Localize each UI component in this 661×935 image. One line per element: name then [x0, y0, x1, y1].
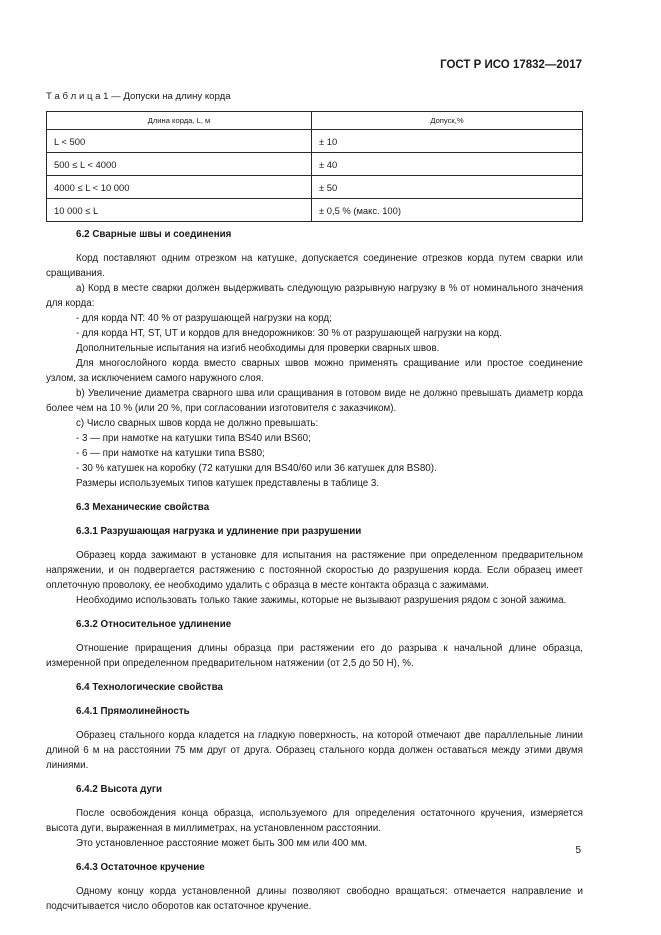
- list-item: - для корда NT: 40 % от разрушающей нагрузки на корд;: [76, 313, 332, 324]
- paragraph: После освобождения конца образца, используемого для определения остаточного кручения, измеряется высота дуги, выраженная в миллиметрах, на установленном расстоянии.: [46, 808, 583, 834]
- paragraph: Одному концу корда установленной длины позволяют свободно вращаться: отмечается направление и подсчитывается число оборотов как остаточное кручение.: [46, 886, 583, 912]
- list-item: - для корда HT, ST, UT и кордов для внедорожников: 30 % от разрушающей нагрузки на корд.: [76, 328, 502, 339]
- paragraph: Для многослойного корда вместо сварных швов можно применять сращивание или простое соединение узлом, за исключением самого наружного слоя.: [46, 358, 583, 384]
- subsection-heading: 6.3.1 Разрушающая нагрузка и удлинение при разрушении: [76, 526, 362, 537]
- table-cell: ± 40: [312, 153, 583, 176]
- section-heading: 6.4 Технологические свойства: [76, 682, 223, 693]
- table-cell: ± 50: [312, 176, 583, 199]
- paragraph: Размеры используемых типов катушек представлены в таблице 3.: [76, 478, 380, 489]
- section-heading: 6.2 Сварные швы и соединения: [76, 229, 232, 240]
- paragraph: Корд поставляют одним отрезком на катушке, допускается соединение отрезков корда путем сварки или сращивания.: [46, 253, 583, 279]
- subsection-heading: 6.3.2 Относительное удлинение: [76, 619, 232, 630]
- table-row: [47, 176, 583, 199]
- paragraph: Отношение приращения длины образца при растяжении его до разрыва к начальной длине образца, измеренной при определенном предварительном натяжении (от 2,5 до 50 Н), %.: [46, 643, 583, 669]
- table-cell: L < 500: [47, 130, 312, 153]
- paragraph: Образец стального корда кладется на гладкую поверхность, на которой отмечают две параллельные линии длиной 6 м на расстоянии 75 мм друг от друга. Образец стального корда должен оставаться между этими двумя линиями.: [46, 730, 583, 771]
- section-heading: 6.3 Механические свойства: [76, 502, 210, 513]
- subsection-heading: 6.4.3 Остаточное кручение: [76, 862, 205, 873]
- table-row: [47, 153, 583, 176]
- table-cell: ± 10: [312, 130, 583, 153]
- table-header-row: [47, 112, 583, 130]
- table-cell: 4000 ≤ L < 10 000: [47, 176, 312, 199]
- document-header: ГОСТ Р ИСО 17832—2017: [440, 59, 582, 71]
- column-header: Допуск,%: [312, 112, 583, 130]
- table-cell: 500 ≤ L < 4000: [47, 153, 312, 176]
- table-row: [47, 199, 583, 222]
- table-cell: ± 0,5 % (макс. 100): [312, 199, 583, 222]
- paragraph: а) Корд в месте сварки должен выдерживать следующую разрывную нагрузку в % от номинального значения для корда:: [46, 283, 583, 309]
- paragraph: b) Увеличение диаметра сварного шва или сращивания в готовом виде не должно превышать диаметр корда более чем на 10 % (или 20 %, при согласовании изготовителя с заказчиком).: [46, 388, 583, 414]
- list-item: - 30 % катушек на коробку (72 катушки для BS40/60 или 36 катушек для BS80).: [76, 463, 437, 474]
- subsection-heading: 6.4.2 Высота дуги: [76, 784, 163, 795]
- paragraph: Образец корда зажимают в установке для испытания на растяжение при определенном предварительном напряжении, и он подвергается растяжению с постоянной скоростью до разрушения корда. Если образец имеет оплеточную проволоку, ее необходимо удалить с образца в месте контакта образца с зажимами.: [46, 550, 583, 591]
- tolerance-table: [46, 111, 583, 222]
- column-header: Длина корда, L, м: [47, 112, 312, 130]
- table-cell: 10 000 ≤ L: [47, 199, 312, 222]
- list-item: - 6 — при намотке на катушки типа BS80;: [76, 448, 265, 459]
- paragraph: с) Число сварных швов корда не должно превышать:: [76, 418, 319, 429]
- table-row: [47, 130, 583, 153]
- paragraph: Необходимо использовать только такие зажимы, которые не вызывают разрушения рядом с зоной зажима.: [76, 595, 567, 606]
- document-body: [46, 227, 583, 914]
- page-number: 5: [575, 845, 581, 856]
- paragraph: Дополнительные испытания на изгиб необходимы для проверки сварных швов.: [76, 343, 440, 354]
- subsection-heading: 6.4.1 Прямолинейность: [76, 706, 190, 717]
- table-caption: Т а б л и ц а 1 — Допуски на длину корда: [46, 91, 231, 102]
- list-item: - 3 — при намотке на катушки типа BS40 или BS60;: [76, 433, 311, 444]
- paragraph: Это установленное расстояние может быть 300 мм или 400 мм.: [76, 838, 368, 849]
